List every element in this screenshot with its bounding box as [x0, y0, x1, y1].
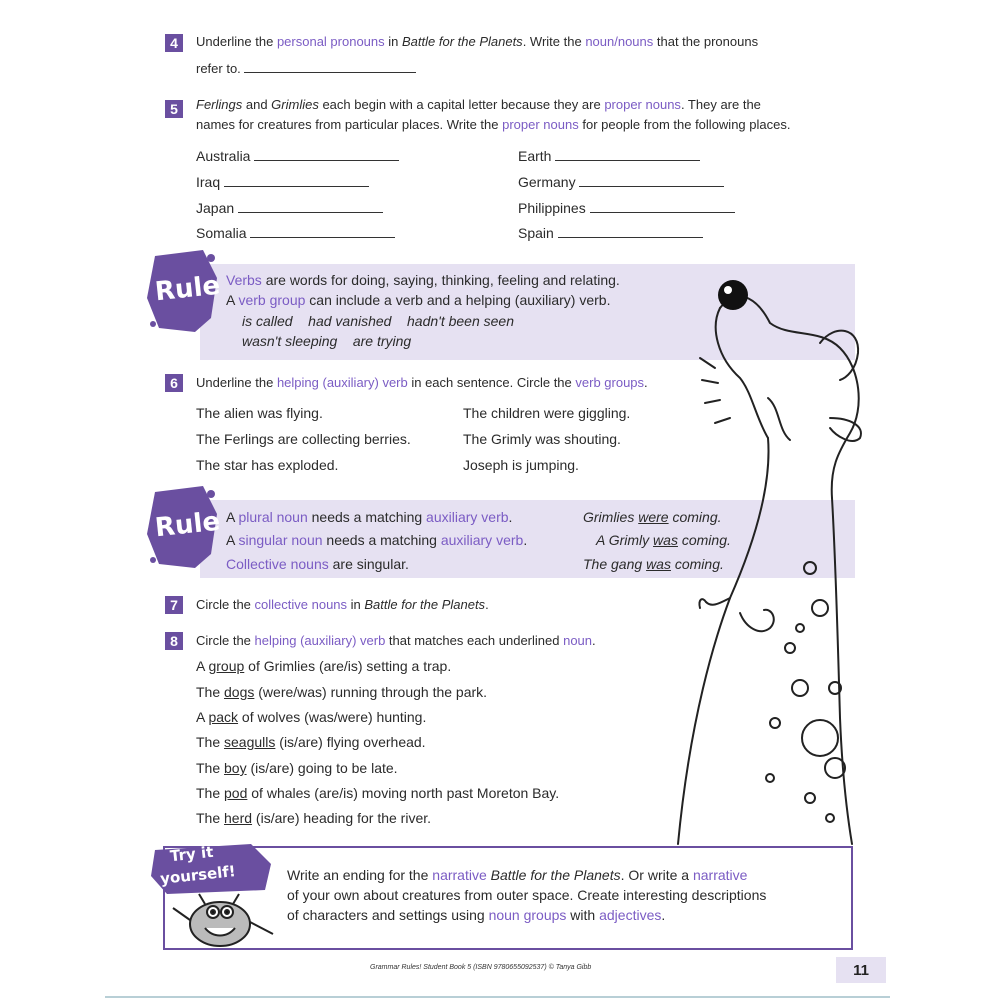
- rule-2-line-3: Collective nouns are singular.: [226, 556, 409, 572]
- question-4-line-2: refer to.: [196, 60, 416, 76]
- question-number-7: 7: [165, 596, 183, 614]
- answer-line[interactable]: [590, 200, 735, 213]
- answer-line[interactable]: [555, 148, 700, 161]
- sentence: The herd (is/are) heading for the river.: [196, 810, 432, 826]
- rule-1-examples-1: is called had vanished hadn't been seen: [242, 313, 515, 329]
- place-iraq: Iraq: [196, 174, 369, 190]
- sentence: The star has exploded.: [196, 457, 339, 473]
- sentence: The Ferlings are collecting berries.: [196, 431, 411, 447]
- footer-credit: Grammar Rules! Student Book 5 (ISBN 9780655092537) © Tanya Gibb: [370, 964, 592, 971]
- dog-illustration-icon: [660, 268, 875, 846]
- question-4-line-1: Underline the personal pronouns in Battle for the Planets. Write the noun/nouns that the pronouns: [196, 34, 759, 49]
- sentence: The Grimly was shouting.: [463, 431, 621, 447]
- question-7-instruction: Circle the collective nouns in Battle for the Planets.: [196, 597, 489, 612]
- page-number: 11: [853, 962, 869, 979]
- rule-2-example-3: The gang was coming.: [583, 556, 724, 572]
- place-spain: Spain: [518, 225, 703, 241]
- rule-2-line-2: A singular noun needs a matching auxiliary verb.: [226, 532, 528, 548]
- footer-rule: [105, 996, 890, 998]
- answer-line[interactable]: [250, 225, 395, 238]
- answer-line[interactable]: [224, 174, 369, 187]
- rule-badge-label: Rule: [153, 270, 222, 308]
- rule-badge-label: Rule: [153, 506, 222, 544]
- try-it-badge-line-1: Try it: [169, 842, 215, 866]
- sentence: Joseph is jumping.: [463, 457, 579, 473]
- question-number-6: 6: [165, 374, 183, 392]
- try-it-badge-line-2: yourself!: [159, 862, 237, 888]
- answer-line[interactable]: [254, 148, 399, 161]
- sentence: The boy (is/are) going to be late.: [196, 760, 398, 776]
- question-6-instruction: Underline the helping (auxiliary) verb in each sentence. Circle the verb groups.: [196, 375, 648, 390]
- alien-creature-icon: [165, 890, 280, 950]
- try-it-line-2: of your own about creatures from outer space. Create interesting descriptions: [287, 887, 767, 903]
- sentence: A group of Grimlies (are/is) setting a trap.: [196, 658, 452, 674]
- try-it-line-1: Write an ending for the narrative Battle for the Planets. Or write a narrative: [287, 867, 748, 883]
- sentence: The pod of whales (are/is) moving north past Moreton Bay.: [196, 785, 560, 801]
- place-philippines: Philippines: [518, 200, 735, 216]
- sentence: A pack of wolves (was/were) hunting.: [196, 709, 427, 725]
- question-5-line-1: Ferlings and Grimlies each begin with a capital letter because they are proper nouns. They are the: [196, 97, 761, 112]
- question-8-instruction: Circle the helping (auxiliary) verb that matches each underlined noun.: [196, 633, 596, 648]
- question-number-8: 8: [165, 632, 183, 650]
- answer-line[interactable]: [579, 174, 724, 187]
- answer-line[interactable]: [558, 225, 703, 238]
- rule-1-examples-2: wasn't sleeping are trying: [242, 333, 412, 349]
- question-number-4: 4: [165, 34, 183, 52]
- rule-1-line-2: A verb group can include a verb and a helping (auxiliary) verb.: [226, 292, 611, 308]
- place-australia: Australia: [196, 148, 399, 164]
- answer-line[interactable]: [244, 60, 416, 73]
- rule-2-example-2: A Grimly was coming.: [596, 532, 731, 548]
- question-5-line-2: names for creatures from particular places. Write the proper nouns for people from the following places.: [196, 117, 791, 132]
- sentence: The alien was flying.: [196, 405, 323, 421]
- sentence: The dogs (were/was) running through the park.: [196, 684, 488, 700]
- place-earth: Earth: [518, 148, 700, 164]
- sentence: The seagulls (is/are) flying overhead.: [196, 734, 426, 750]
- rule-1-line-1: Verbs are words for doing, saying, thinking, feeling and relating.: [226, 272, 620, 288]
- sentence: The children were giggling.: [463, 405, 631, 421]
- rule-2-line-1: A plural noun needs a matching auxiliary verb.: [226, 509, 513, 525]
- question-number-5: 5: [165, 100, 183, 118]
- place-germany: Germany: [518, 174, 724, 190]
- place-japan: Japan: [196, 200, 383, 216]
- rule-2-example-1: Grimlies were coming.: [583, 509, 722, 525]
- answer-line[interactable]: [238, 200, 383, 213]
- place-somalia: Somalia: [196, 225, 395, 241]
- try-it-line-3: of characters and settings using noun groups with adjectives.: [287, 907, 666, 923]
